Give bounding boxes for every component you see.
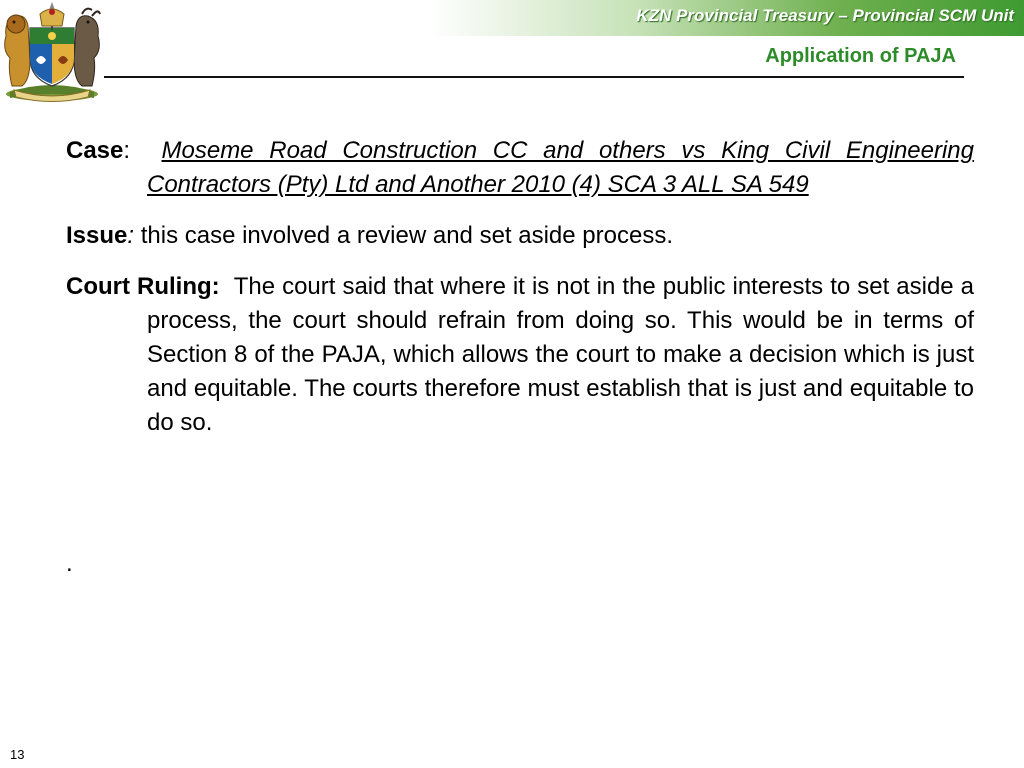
stray-bullet-dot: . (66, 550, 73, 577)
issue-separator: : (127, 222, 135, 249)
issue-label: Issue (66, 222, 128, 249)
header-org-name: KZN Provincial Treasury – Provincial SCM Unit (636, 6, 1014, 25)
case-paragraph (66, 134, 974, 202)
case-label: Case (66, 137, 124, 164)
slide-title: Application of PAJA (765, 45, 956, 67)
header-divider (104, 76, 964, 78)
ruling-text: The court said that where it is not in the public interests to set aside a process, the court should refrain from doing so. This would be in terms of Section 8 of the PAJA, which allows the court to make a decision which is just and equitable. The courts therefore must establish that is just and equitable to do so. (147, 273, 975, 436)
issue-text: this case involved a review and set aside process. (140, 222, 673, 249)
case-citation: Moseme Road Construction CC and others vs King Civil Engineering Contractors (Pty) Ltd and Another 2010 (4) SCA 3 ALL SA 549 (147, 137, 975, 198)
issue-paragraph (66, 219, 974, 253)
slide-body (66, 134, 974, 457)
page-number: 13 (10, 747, 25, 762)
ruling-label: Court Ruling: (66, 273, 220, 300)
header-band (0, 0, 1024, 36)
kzn-coat-of-arms-icon (0, 0, 104, 104)
case-separator: : (123, 137, 131, 164)
ruling-paragraph (66, 270, 974, 440)
